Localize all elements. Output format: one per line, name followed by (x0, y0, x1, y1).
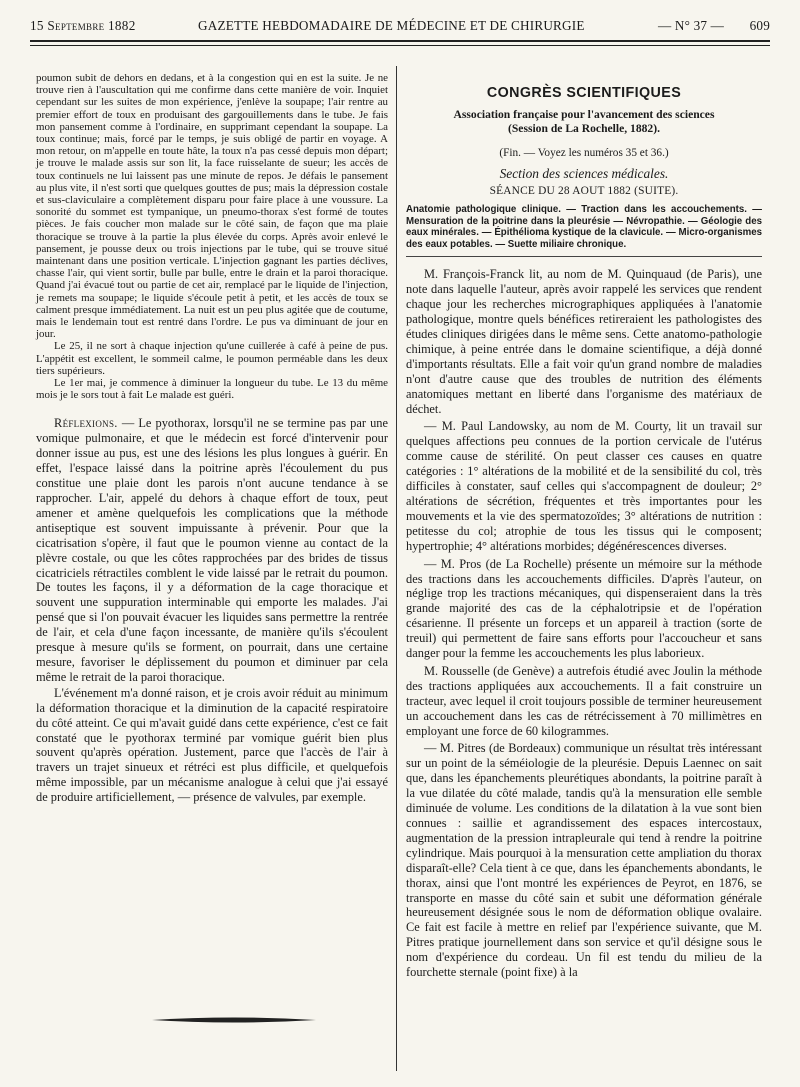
right-column (406, 84, 762, 980)
case-paragraph: poumon subit de dehors en dedans, et à la congestion qui en est la suite. Je ne trouve rien à l'auscultation qui me confirme dans cette manière de voir. Inquiet cependant sur les suites de mon expérience, j'enlève la soupape; l'air rentre au premier effort de toux en produisant des gargouillements dans le tube. Je fais mon pansement comme à l'ordinaire, en supprimant cependant la soupape. La toux continue; mais, forcé par le temps, je suis obligé de partir en voyage. A mon retour, on m'appelle en toute hâte, la toux n'a pas cessé depuis mon départ; je trouve le malade assis sur son lit, la face ruisselante de sueur; les accès de toux continuels ne lui laissent pas une minute de repos. Je défais le pansement au plus vite, il n'est sorti que quelques gouttes de pus; mais la dépression costale et sus-claviculaire a complètement disparu pour faire place à une voussure. La sonorité du sommet est tympanique, un pneumo-thorax s'est formé de toutes pièces. Je fais coucher mon malade sur le côté sain, de façon que ma plaie thoracique se trouve à la partie la plus élevée du corps. Après avoir enlevé le pansement, je pousse deux ou trois injections par le tube, qui se trouve situé maintenant dans une position verticale. L'injection gagnant les parties déclives, chasse l'air, qui vient sortir, bulle par bulle, entre le drain et la paroi thoracique. Quand j'ai évacué tout ou partie de cet air, remplacé par le liquide de l'injection, je remets ma soupape; le liquide s'écoule petit à petit, et les accès de toux se calment presque immédiatement. La nuit est un peu plus agitée que de coutume, mais le lendemain tout est rentré dans l'ordre. Le pus va diminuant de jour en jour. (36, 72, 388, 341)
column-divider (396, 66, 397, 1071)
case-paragraph: Le 1er mai, je commence à diminuer la longueur du tube. Le 13 du même mois je le sors tout à fait Le malade est guéri. (36, 377, 388, 402)
article-paragraph: — M. Pros (de La Rochelle) présente un mémoire sur la méthode des tractions dans les accouchements difficiles. D'après l'auteur, on néglige trop les tractions mécaniques, qui dispenseraient dans la très grande majorité des cas de la céphalotripsie et de l'opération césarienne. Il présente un forceps et un appareil à traction (sorte de treuil) qui permettent de faire sans efforts pour l'accoucheur et sans danger pour la femme les accouchements les plus laborieux. (406, 556, 762, 661)
left-column (36, 72, 388, 805)
article-paragraph: M. François-Franck lit, au nom de M. Quinquaud (de Paris), une note dans laquelle l'auteur, après avoir rappelé les services que rendent chaque jour les recherches micrographiques appliquées à l'anatomie pathologique, montre quels bénéfices retireraient les pathologistes des études cliniques dirigées dans le même sens. Cette anatomo-pathologie chimique, à peine entrée dans le domaine scientifique, a déjà donné d'importants résultats. Elle a fait voir qu'un grand nombre de maladies n'ont d'autre cause que des troubles de nutrition des éléments anatomiques mettant en liberté dans l'organisme des matériaux de déchet. (406, 267, 762, 416)
association-line-1: Association française pour l'avancement des sciences (453, 108, 715, 121)
article-paragraph: M. Rousselle (de Genève) a autrefois étudié avec Joulin la méthode des tractions appliquées aux accouchements. Il a fait construire un tracteur, avec lequel il croit toujours possible de terminer heureusement un accouchement dans les cas de rétrécissement à 70 millimètres en employant une force de 60 kilogrammes. (406, 663, 762, 738)
reflexions-text: — Le pyothorax, lorsqu'il ne se termine pas par une vomique pulmonaire, et que le médecin est forcé d'intervenir pour donner issue au pus, est une des lésions les plus longues à guérir. En effet, l'espace laissé dans la poitrine après l'écoulement du pus constitue une plaie dont les parois n'ont aucune tendance à se rapprocher. L'air, appelé du dehors à chaque effort de toux, peut amener et amène quelquefois les complications que la méthode antiseptique est souvent impuissante à prévenir. Pour que la cicatrisation s'opère, il faut que le poumon vienne au contact de la plèvre costale, ou que les côtes rapprochées par des brides de tissus cicatriciels rétractiles comblent le vide laissé par le retrait du poumon. De toutes les façons, il y a déformation de la cage thoracique et souvent une suppuration interminable qui emporte les malades. J'ai pensé que si l'on pouvait évacuer les liquides sans permettre la rentrée de l'air, et cela d'une façon incessante, de manière qu'ils s'écoulent presque à mesure qu'ils se forment, on pourrait, dans une certaine mesure, favoriser le déplissement du poumon et diminuer par cela même le retrait de la paroi thoracique. (36, 416, 388, 684)
association-line-2: (Session de La Rochelle, 1882). (507, 122, 660, 135)
association-title (406, 108, 762, 136)
running-header (30, 15, 770, 37)
reflexions-paragraph (36, 416, 388, 684)
article-paragraph: — M. Pitres (de Bordeaux) communique un résultat très intéressant sur un point de la séméiologie de la pleurésie. Depuis Laennec on sait que, dans les épanchements pleurétiques abondants, la poitrine paraît à la vue dilatée du côté malade, tandis qu'à la mensuration elle semble diminuée de volume. Les conditions de la dilatation à la vue sont bien connues : saillie et agrandissement des espaces intercostaux, augmentation de la pression intrapleurale qui tend à rendre la poitrine cylindrique. Mais pourquoi à la mensuration cette ampliation du thorax disparaît-elle? Cela tient à ce que, dans les épanchements abondants, le thorax, ainsi que l'ont montré les expériences de Peyrot, en 1876, se transporte en masse du côté sain et subit une déformation générale heureusement désignée sous le nom de déformation oblique ovalaire. Ce fait est facile à mettre en relief par l'expérience suivante, que M. Pitres pratique journellement dans son service et qu'il désigne sous le nom d'expérience du cordeau. Un fil est tendu du milieu de la fourchette sternale (point fixe) à la (406, 741, 762, 980)
ornament-swell (152, 1018, 316, 1023)
issue-number: — N° 37 — (658, 18, 725, 33)
summary-block: Anatomie pathologique clinique. — Traction dans les accouchements. — Mensuration de la poitrine dans la pleurésie — Névropathie. — Géologie des eaux minérales. — Épithélioma kystique de la clavicule. — Micro-organismes des eaux potables. — Suette miliaire chronique. (406, 204, 762, 250)
page-number: 609 (749, 18, 770, 33)
header-rule-thin (30, 45, 770, 46)
article-paragraph: — M. Paul Landowsky, au nom de M. Courty, lit un travail sur quelques affections peu connues de la portion cervicale de l'utérus comme cause de stérilité. On peut classer ces causes en quatre catégories : 1° altérations de la mobilité et de la sensibilité du col, très difficiles à constater, sauf celles qui s'accompagnent de douleur; 2° altérations de sécrétion, fréquentes et très importantes pour les mouvements et la vie des spermatozoïdes; 3° altérations de nutrition : petitesse du col; atrophie de tous les tissus qui le composent; hypertrophie; 4° altérations morbides; dégénérescences diverses. (406, 419, 762, 553)
subsection-title: Section des sciences médicales. (499, 166, 669, 181)
journal-title: GAZETTE HEBDOMADAIRE DE MÉDECINE ET DE CHIRURGIE (198, 18, 585, 33)
session-date: SÉANCE DU 28 AOUT 1882 (SUITE). (489, 185, 679, 197)
reflexions-paragraph: L'événement m'a donné raison, et je crois avoir réduit au minimum la déformation thoracique et la diminution de la capacité respiratoire du côté atteint. Ce qui m'avait guidé dans cette expérience, c'est ce fait constaté que le pyothorax terminé par vomique guérit bien plus souvent qu'après opération. Justement, parce que l'accès de l'air à travers un trajet sinueux et rétréci est plus difficile, et quelquefois même impossible, par un mécanisme analogue à celui que j'ai essayé de produire artificiellement, — présence de valvules, par exemple. (36, 685, 388, 805)
summary-rule (406, 256, 762, 257)
ornament-rule (150, 1016, 318, 1024)
reflexions-label: Réflexions. (54, 416, 118, 431)
header-rule (30, 40, 770, 42)
section-heading: CONGRÈS SCIENTIFIQUES (486, 85, 682, 101)
continuation-note: (Fin. — Voyez les numéros 35 et 36.) (499, 147, 669, 159)
case-paragraph: Le 25, il ne sort à chaque injection qu'une cuillerée à café à peine de pus. L'appétit est excellent, le sommeil calme, le poumon perméable dans les deux tiers supérieurs. (36, 340, 388, 377)
issue-date: 15 Septembre 1882 (30, 18, 136, 33)
reflexions-section (36, 416, 388, 805)
